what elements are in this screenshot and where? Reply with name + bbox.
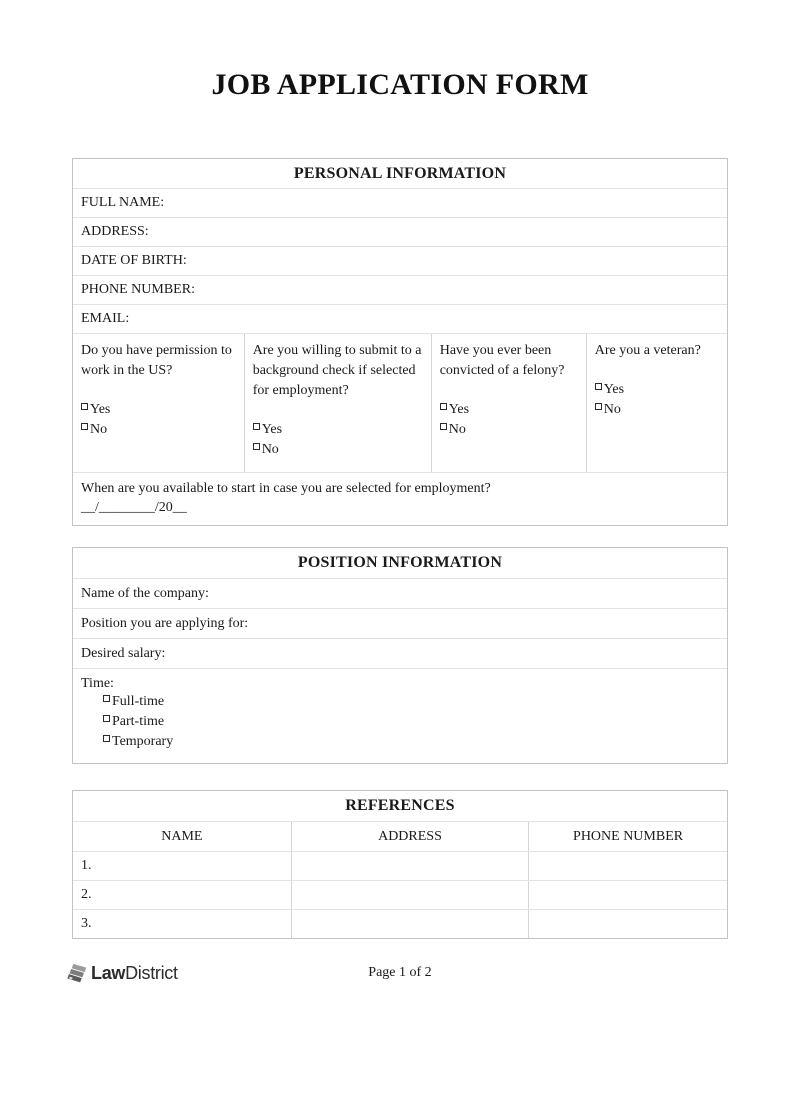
question-text: Are you a veteran? bbox=[594, 343, 701, 358]
field-label-email: EMAIL: bbox=[81, 311, 130, 326]
checkbox-label: No bbox=[261, 441, 279, 457]
brand-text-district: District bbox=[125, 962, 178, 983]
checkbox-option-no[interactable] bbox=[81, 420, 236, 440]
field-label-phone-number: PHONE NUMBER: bbox=[81, 282, 195, 297]
field-input-area-phone-number[interactable] bbox=[195, 276, 719, 304]
checkbox-option-yes[interactable] bbox=[253, 420, 423, 440]
field-label-position-applied: Position you are applying for: bbox=[81, 615, 249, 631]
reference-row-2 bbox=[73, 880, 727, 909]
question-options bbox=[440, 400, 578, 440]
field-row-company-name bbox=[73, 578, 727, 608]
field-input-area-date-of-birth[interactable] bbox=[187, 247, 719, 275]
reference-name-cell[interactable] bbox=[73, 910, 291, 938]
checkbox-icon[interactable] bbox=[440, 423, 447, 430]
checkbox-icon[interactable] bbox=[595, 383, 602, 390]
field-input-area-email[interactable] bbox=[129, 305, 719, 333]
field-input-area-position-applied[interactable] bbox=[248, 609, 719, 638]
checkbox-option-yes[interactable] bbox=[81, 400, 236, 420]
checkbox-icon[interactable] bbox=[81, 403, 88, 410]
eligibility-questions-row bbox=[73, 333, 727, 472]
reference-number: 1. bbox=[81, 858, 92, 873]
question-cell-background-check bbox=[244, 334, 431, 472]
position-info-section bbox=[72, 547, 728, 764]
personal-info-heading: PERSONAL INFORMATION bbox=[293, 164, 507, 182]
checkbox-label: Yes bbox=[261, 421, 283, 437]
footer bbox=[0, 960, 800, 992]
references-heading: REFERENCES bbox=[345, 797, 455, 814]
question-cell-work-permission bbox=[73, 334, 244, 472]
field-row-date-of-birth bbox=[73, 246, 727, 275]
checkbox-label: Full-time bbox=[112, 694, 165, 709]
checkbox-icon[interactable] bbox=[440, 403, 447, 410]
reference-name-cell[interactable] bbox=[73, 852, 291, 880]
time-row bbox=[73, 668, 727, 763]
field-row-full-name bbox=[73, 188, 727, 217]
document-page bbox=[0, 68, 800, 992]
question-options bbox=[595, 380, 719, 420]
checkbox-icon[interactable] bbox=[81, 423, 88, 430]
references-column-headers bbox=[73, 821, 727, 851]
field-label-full-name: FULL NAME: bbox=[81, 195, 165, 210]
field-row-address bbox=[73, 217, 727, 246]
page-title: JOB APPLICATION FORM bbox=[211, 68, 589, 101]
checkbox-option-full-time[interactable] bbox=[103, 692, 719, 712]
availability-row bbox=[73, 472, 727, 525]
brand-text-law: Law bbox=[91, 962, 126, 983]
checkbox-option-temporary[interactable] bbox=[103, 732, 719, 752]
question-text: Have you ever been convicted of a felony? bbox=[439, 343, 565, 378]
checkbox-icon[interactable] bbox=[253, 423, 260, 430]
field-input-area-address[interactable] bbox=[149, 218, 719, 246]
field-input-area-full-name[interactable] bbox=[164, 189, 719, 217]
field-input-area-desired-salary[interactable] bbox=[165, 639, 719, 668]
references-section bbox=[72, 790, 728, 939]
field-label-address: ADDRESS: bbox=[81, 224, 149, 239]
checkbox-icon[interactable] bbox=[103, 715, 110, 722]
reference-name-cell[interactable] bbox=[73, 881, 291, 909]
field-row-email bbox=[73, 304, 727, 333]
checkbox-label: Yes bbox=[448, 401, 470, 417]
reference-phone-cell[interactable] bbox=[528, 910, 727, 938]
field-label-company-name: Name of the company: bbox=[81, 585, 209, 601]
question-text: Do you have permission to work in the US? bbox=[81, 343, 232, 378]
question-options bbox=[81, 400, 236, 440]
question-text: Are you willing to submit to a background check if selected for employment? bbox=[252, 343, 422, 398]
checkbox-label: Yes bbox=[603, 381, 625, 397]
checkbox-icon[interactable] bbox=[103, 735, 110, 742]
field-row-position-applied bbox=[73, 608, 727, 638]
column-header-phone-number: PHONE NUMBER bbox=[528, 822, 727, 851]
reference-address-cell[interactable] bbox=[291, 910, 528, 938]
field-row-desired-salary bbox=[73, 638, 727, 668]
question-cell-felony bbox=[431, 334, 586, 472]
checkbox-label: Part-time bbox=[112, 714, 165, 729]
checkbox-label: Temporary bbox=[112, 734, 174, 749]
checkbox-option-part-time[interactable] bbox=[103, 712, 719, 732]
checkbox-icon[interactable] bbox=[595, 403, 602, 410]
reference-row-1 bbox=[73, 851, 727, 880]
checkbox-label: No bbox=[90, 421, 108, 437]
personal-info-section bbox=[72, 158, 728, 526]
checkbox-label: No bbox=[603, 401, 621, 417]
checkbox-label: No bbox=[448, 421, 466, 437]
reference-address-cell[interactable] bbox=[291, 881, 528, 909]
reference-number: 3. bbox=[81, 916, 92, 931]
reference-phone-cell[interactable] bbox=[528, 881, 727, 909]
availability-question: When are you available to start in case you are selected for employment? bbox=[81, 481, 491, 496]
checkbox-option-no[interactable] bbox=[440, 420, 578, 440]
time-label: Time: bbox=[81, 676, 114, 691]
field-label-desired-salary: Desired salary: bbox=[81, 645, 166, 661]
field-row-phone-number bbox=[73, 275, 727, 304]
checkbox-option-yes[interactable] bbox=[595, 380, 719, 400]
time-options bbox=[81, 692, 719, 752]
checkbox-label: Yes bbox=[90, 401, 111, 417]
question-options bbox=[253, 420, 423, 460]
checkbox-option-yes[interactable] bbox=[440, 400, 578, 420]
checkbox-option-no[interactable] bbox=[253, 440, 423, 460]
field-label-date-of-birth: DATE OF BIRTH: bbox=[81, 253, 187, 268]
reference-row-3 bbox=[73, 909, 727, 938]
column-header-name: NAME bbox=[161, 828, 203, 844]
field-input-area-company-name[interactable] bbox=[209, 579, 719, 608]
availability-date-blank[interactable]: __/________/20__ bbox=[81, 500, 187, 515]
reference-phone-cell[interactable] bbox=[528, 852, 727, 880]
checkbox-icon[interactable] bbox=[253, 443, 260, 450]
reference-address-cell[interactable] bbox=[291, 852, 528, 880]
page-indicator: Page 1 of 2 bbox=[368, 965, 432, 980]
position-info-heading: POSITION INFORMATION bbox=[297, 554, 503, 571]
column-header-address: ADDRESS bbox=[291, 822, 528, 851]
question-cell-veteran bbox=[586, 334, 727, 472]
checkbox-option-no[interactable] bbox=[595, 400, 719, 420]
checkbox-icon[interactable] bbox=[103, 695, 110, 702]
reference-number: 2. bbox=[81, 887, 92, 902]
